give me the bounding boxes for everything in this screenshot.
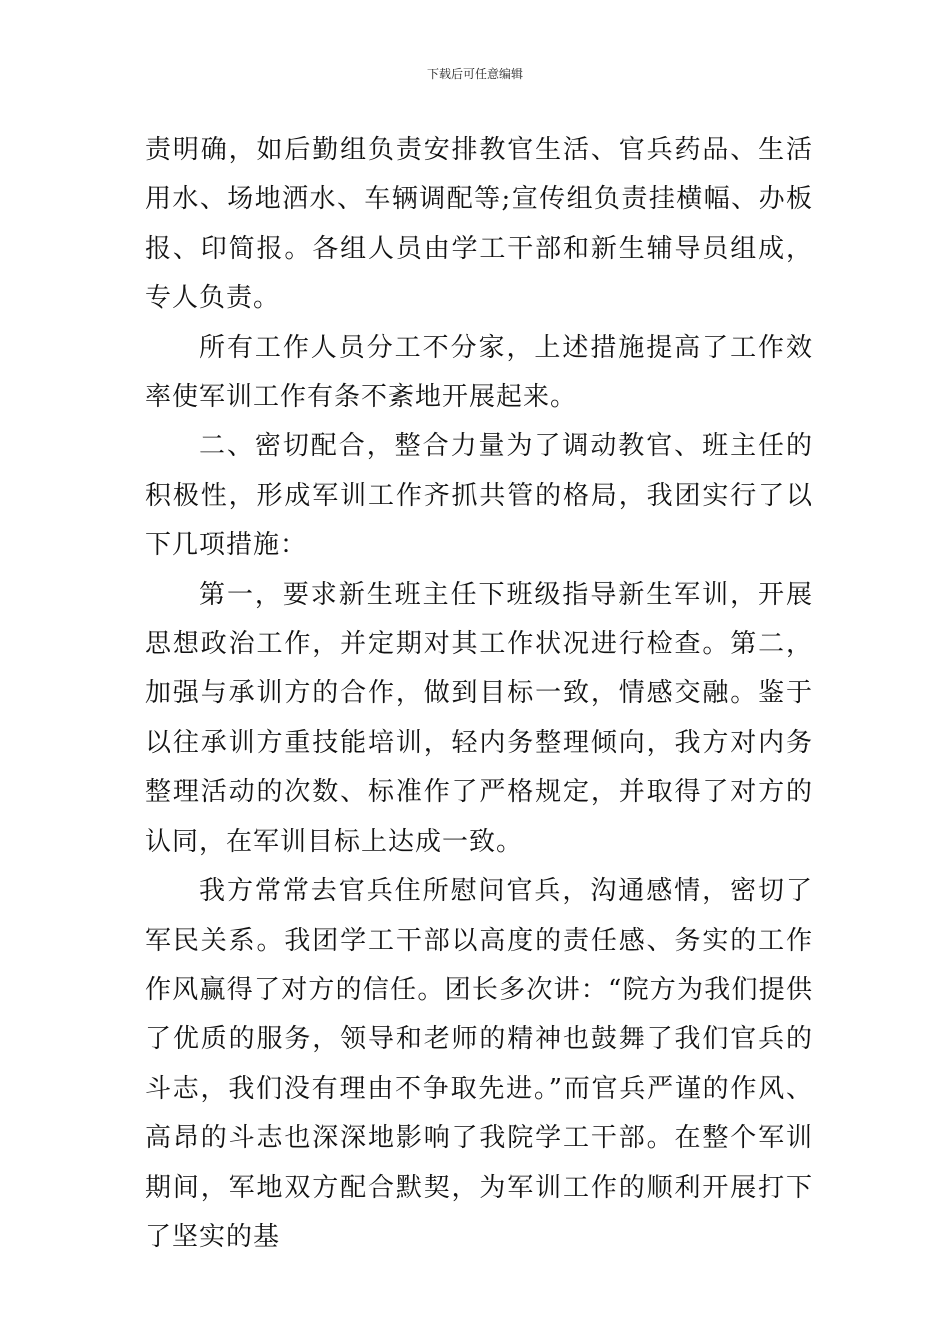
paragraph-5: 我方常常去官兵住所慰问官兵，沟通感情，密切了军民关系。我团学工干部以高度的责任感、务实的工作作风赢得了对方的信任。团长多次讲：“院方为我们提供了优质的服务，领导和老师的精神也鼓舞了我们官兵的斗志，我们没有理由不争取先进。”而官兵严谨的作风、高昂的斗志也深深地影响了我院学工干部。在整个军训期间，军地双方配合默契，为军训工作的顺利开展打下了坚实的基 [145, 876, 813, 1252]
paragraph-1: 责明确，如后勤组负责安排教官生活、官兵药品、生活用水、场地洒水、车辆调配等;宣传组负责挂横幅、办板报、印简报。各组人员由学工干部和新生辅导员组成，专人负责。 [145, 135, 813, 314]
paragraph-2: 所有工作人员分工不分家，上述措施提高了工作效率使军训工作有条不紊地开展起来。 [145, 332, 813, 413]
paragraph-3: 二、密切配合，整合力量为了调动教官、班主任的积极性，形成军训工作齐抓共管的格局，我团实行了以下几项措施： [145, 431, 813, 561]
page-header: 下载后可任意编辑 [426, 67, 523, 81]
paragraph-4: 第一，要求新生班主任下班级指导新生军训，开展思想政治工作，并定期对其工作状况进行检查。第二，加强与承训方的合作，做到目标一致，情感交融。鉴于以往承训方重技能培训，轻内务整理倾向，我方对内务整理活动的次数、标准作了严格规定，并取得了对方的认同，在军训目标上达成一致。 [145, 579, 813, 857]
document-body [145, 126, 813, 1262]
